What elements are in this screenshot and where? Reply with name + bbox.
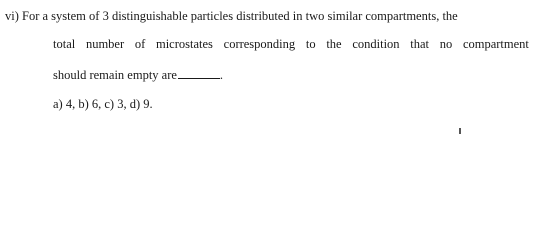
question-line-2-word: of [134,37,146,51]
question-line-2-word: microstates [155,37,213,51]
question-line-2-word: total [53,37,76,51]
stray-mark [459,128,461,134]
answer-options: a) 4, b) 6, c) 3, d) 9. [53,97,153,111]
question-line-2 [53,36,529,52]
question-line-2-word: the [326,37,342,51]
question-text-line-3: should remain empty are [53,68,177,82]
question-text-line-1: For a system of 3 distinguishable particles distributed in two similar compartments, the [22,9,458,23]
question-line-2-word: compartment [462,37,529,51]
question-line-2-word: no [439,37,453,51]
question-line-1 [5,8,458,24]
question-line-2-word: to [305,37,316,51]
question-line-3-end: . [219,68,224,82]
question-line-2-word: condition [352,37,400,51]
answer-blank [178,67,220,79]
question-line-2-word: that [410,37,430,51]
question-line-2-word: corresponding [223,37,296,51]
question-line-3 [53,67,223,83]
question-number: vi) [5,9,19,23]
question-line-2-word: number [85,37,125,51]
